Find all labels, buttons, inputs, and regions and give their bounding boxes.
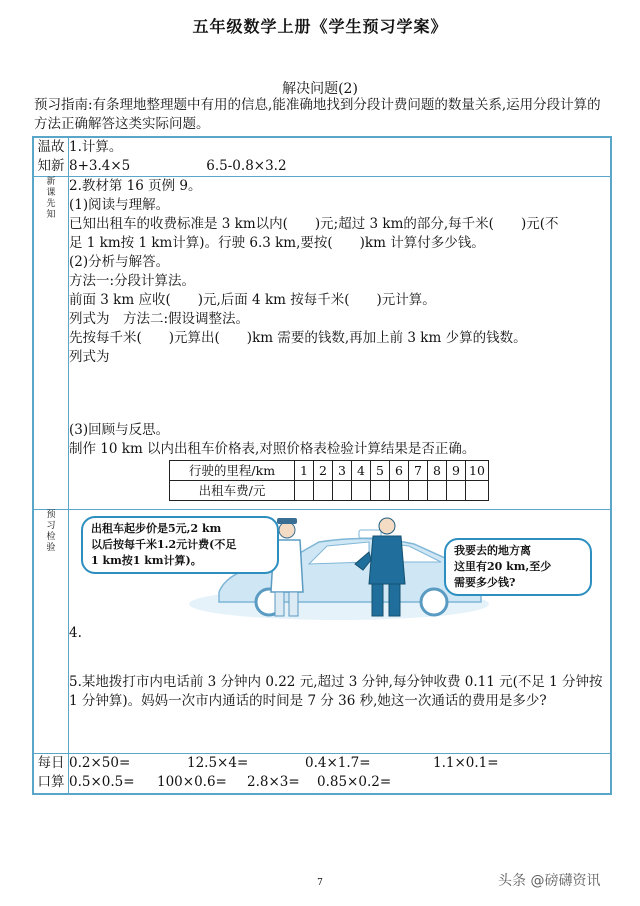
preview-check-row	[33, 510, 611, 754]
price-table-header-row	[170, 461, 489, 481]
price-table-cell	[447, 481, 466, 501]
price-table-col: 9	[447, 461, 466, 481]
text-line: 方法一:分段计算法。	[69, 273, 196, 289]
intro-text: 预习指南:有条理地整理题中有用的信息,能准确地找到分段计费问题的数量关系,运用分段计算的方法正确解答这类实际问题。	[34, 97, 601, 132]
preview-check-content	[69, 510, 612, 754]
text-line: 列式为 方法二:假设调整法。	[69, 311, 250, 327]
price-table-cell	[466, 481, 489, 501]
oral-calc-item: 0.2×50=	[69, 755, 131, 771]
price-table-cell	[295, 481, 314, 501]
reflect-text: 制作 10 km 以内出租车价格表,对照价格表检验计算结果是否正确。	[69, 441, 476, 457]
question-5: 5.某地拨打市内电话前 3 分钟内 0.22 元,超过 3 分钟,每分钟收费 0.11 元(不足 1 分钟按 1 分钟算)。妈妈一次市内通话的时间是 7 分 36 秒,她这一次通话的费用是多少?	[69, 674, 603, 709]
price-table-cell	[428, 481, 447, 501]
oral-calc-item: 100×0.6=	[157, 774, 227, 790]
speech-bubble-right: 我要去的地方离 这里有20 km,至少 需要多少钱?	[444, 538, 592, 596]
oral-calc-item: 0.4×1.7=	[305, 755, 371, 771]
oral-calc-item: 0.85×0.2=	[317, 774, 392, 790]
price-table-col: 2	[314, 461, 333, 481]
warmup-expr-2: 6.5-0.8×3.2	[206, 158, 287, 174]
warmup-expr-1: 8+3.4×5	[69, 158, 131, 174]
taxi-illustration	[69, 512, 610, 630]
price-table-cell	[333, 481, 352, 501]
oral-calc-item: 1.1×0.1=	[433, 755, 499, 771]
price-table-col: 1	[295, 461, 314, 481]
price-table-cell	[390, 481, 409, 501]
text-line: (2)分析与解答。	[69, 254, 170, 270]
section-title: 解决问题(2)	[282, 81, 358, 97]
text-line: (1)阅读与理解。	[69, 197, 170, 213]
oral-calc-item: 0.5×0.5=	[69, 774, 135, 790]
price-table	[169, 460, 489, 501]
warmup-label: 温故 知新	[33, 137, 69, 177]
price-table-col: 6	[390, 461, 409, 481]
daily-label: 每日 口算	[33, 754, 69, 794]
price-table-cell	[409, 481, 428, 501]
price-table-col: 10	[466, 461, 489, 481]
new-lesson-content	[69, 177, 612, 510]
price-table-cell	[352, 481, 371, 501]
text-line: 列式为	[69, 349, 110, 365]
text-line: 前面 3 km 应收( )元,后面 4 km 按每千米( )元计算。	[69, 292, 436, 308]
question-4: 4.	[69, 625, 82, 641]
price-table-col: 7	[409, 461, 428, 481]
reflect-heading: (3)回顾与反思。	[69, 422, 170, 438]
watermark: 头条 @磅礴资讯	[498, 873, 601, 889]
price-table-cell	[371, 481, 390, 501]
price-table-col: 5	[371, 461, 390, 481]
price-table-fee-row	[170, 481, 489, 501]
price-table-row2-label: 出租车费/元	[170, 481, 295, 501]
text-line: 足 1 km按 1 km计算)。行驶 6.3 km,要按( )km 计算付多少钱。	[69, 235, 485, 251]
answer-space	[69, 643, 610, 673]
price-table-col: 3	[333, 461, 352, 481]
oral-calc-item: 12.5×4=	[187, 755, 249, 771]
price-table-cell	[314, 481, 333, 501]
answer-space	[69, 367, 610, 421]
page-title: 五年级数学上册《学生预习学案》	[192, 17, 448, 36]
daily-row	[33, 754, 611, 794]
warmup-heading: 1.计算。	[69, 139, 123, 155]
new-lesson-label: 新 课 先 知	[33, 177, 69, 510]
price-table-col: 8	[428, 461, 447, 481]
text-line: 先按每千米( )元算出( )km 需要的钱数,再加上前 3 km 少算的钱数。	[69, 330, 527, 346]
price-table-col: 4	[352, 461, 371, 481]
worksheet-table	[32, 136, 612, 795]
new-lesson-row	[33, 177, 611, 510]
text-line: 已知出租车的收费标准是 3 km以内( )元;超过 3 km的部分,每千米( )元(不	[69, 216, 559, 232]
warmup-row	[33, 137, 611, 177]
text-line: 2.教材第 16 页例 9。	[69, 178, 202, 194]
daily-content	[69, 754, 612, 794]
preview-check-label: 预 习 检 验	[33, 510, 69, 754]
page-number: 7	[317, 878, 323, 888]
speech-bubble-left: 出租车起步价是5元,2 km 以后按每千米1.2元计费(不足 1 km按1 km计算)。	[81, 516, 279, 574]
warmup-content	[69, 137, 612, 177]
oral-calc-item: 2.8×3=	[247, 774, 300, 790]
price-table-row1-label: 行驶的里程/km	[170, 461, 295, 481]
